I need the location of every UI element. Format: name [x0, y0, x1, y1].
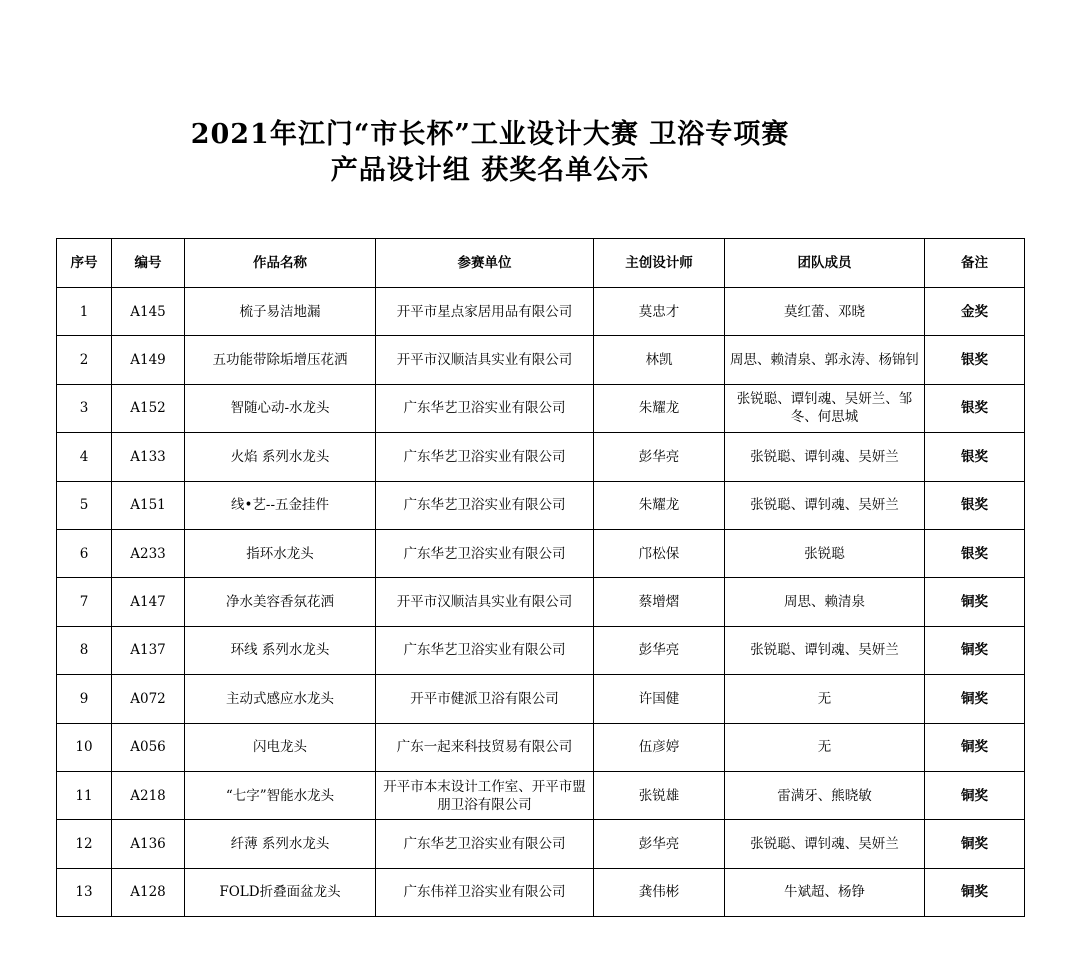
cell-work-name: 指环水龙头	[185, 529, 376, 577]
header-entrant: 参赛单位	[376, 239, 594, 288]
table-row	[57, 384, 1025, 432]
table-row	[57, 481, 1025, 529]
cell-lead-designer: 邝松保	[594, 529, 725, 577]
table-row	[57, 626, 1025, 674]
cell-code: A152	[112, 384, 185, 432]
cell-lead-designer: 许国健	[594, 675, 725, 723]
table-row	[57, 723, 1025, 771]
cell-serial: 10	[57, 723, 112, 771]
cell-serial: 5	[57, 481, 112, 529]
header-code: 编号	[112, 239, 185, 288]
cell-serial: 3	[57, 384, 112, 432]
cell-work-name: 闪电龙头	[185, 723, 376, 771]
cell-entrant: 广东华艺卫浴实业有限公司	[376, 820, 594, 868]
cell-team-members: 牛斌超、杨铮	[725, 868, 925, 916]
cell-award: 银奖	[925, 481, 1025, 529]
cell-award: 银奖	[925, 336, 1025, 384]
table-row	[57, 336, 1025, 384]
cell-work-name: 主动式感应水龙头	[185, 675, 376, 723]
cell-entrant: 开平市汉顺洁具实业有限公司	[376, 336, 594, 384]
cell-award: 铜奖	[925, 820, 1025, 868]
cell-work-name: 净水美容香氛花洒	[185, 578, 376, 626]
cell-team-members: 无	[725, 675, 925, 723]
cell-lead-designer: 伍彦婷	[594, 723, 725, 771]
table-row	[57, 820, 1025, 868]
cell-serial: 8	[57, 626, 112, 674]
cell-work-name: “七字”智能水龙头	[185, 771, 376, 819]
table-row	[57, 433, 1025, 481]
cell-award: 银奖	[925, 529, 1025, 577]
cell-code: A133	[112, 433, 185, 481]
cell-award: 铜奖	[925, 626, 1025, 674]
cell-serial: 12	[57, 820, 112, 868]
page-title-line1: 2021年江门“市长杯”工业设计大赛 卫浴专项赛	[190, 119, 790, 150]
cell-award: 铜奖	[925, 723, 1025, 771]
cell-lead-designer: 朱耀龙	[594, 481, 725, 529]
cell-award: 铜奖	[925, 675, 1025, 723]
cell-lead-designer: 龚伟彬	[594, 868, 725, 916]
cell-award: 铜奖	[925, 578, 1025, 626]
cell-team-members: 雷满牙、熊晓敏	[725, 771, 925, 819]
cell-code: A151	[112, 481, 185, 529]
cell-team-members: 张锐聪、谭钊魂、吴妍兰、邹冬、何思城	[725, 384, 925, 432]
cell-code: A145	[112, 288, 185, 336]
cell-code: A136	[112, 820, 185, 868]
cell-work-name: 环线 系列水龙头	[185, 626, 376, 674]
cell-serial: 11	[57, 771, 112, 819]
cell-entrant: 开平市健派卫浴有限公司	[376, 675, 594, 723]
cell-work-name: 火焰 系列水龙头	[185, 433, 376, 481]
page-title-line2: 产品设计组 获奖名单公示	[330, 155, 650, 186]
cell-team-members: 周思、赖清泉、郭永涛、杨锦钊	[725, 336, 925, 384]
cell-entrant: 开平市汉顺洁具实业有限公司	[376, 578, 594, 626]
cell-work-name: 线•艺--五金挂件	[185, 481, 376, 529]
cell-work-name: 智随心动-水龙头	[185, 384, 376, 432]
cell-lead-designer: 彭华亮	[594, 433, 725, 481]
cell-entrant: 广东华艺卫浴实业有限公司	[376, 529, 594, 577]
cell-team-members: 张锐聪、谭钊魂、吴妍兰	[725, 820, 925, 868]
cell-award: 银奖	[925, 433, 1025, 481]
header-team-members: 团队成员	[725, 239, 925, 288]
cell-team-members: 张锐聪	[725, 529, 925, 577]
cell-award: 铜奖	[925, 771, 1025, 819]
cell-serial: 6	[57, 529, 112, 577]
cell-code: A056	[112, 723, 185, 771]
cell-lead-designer: 彭华亮	[594, 820, 725, 868]
cell-entrant: 开平市本末设计工作室、开平市盟朋卫浴有限公司	[376, 771, 594, 819]
table-row	[57, 675, 1025, 723]
cell-code: A147	[112, 578, 185, 626]
table-row	[57, 288, 1025, 336]
header-work-name: 作品名称	[185, 239, 376, 288]
cell-serial: 13	[57, 868, 112, 916]
cell-work-name: 梳子易洁地漏	[185, 288, 376, 336]
cell-entrant: 广东伟祥卫浴实业有限公司	[376, 868, 594, 916]
cell-lead-designer: 蔡增熠	[594, 578, 725, 626]
cell-code: A137	[112, 626, 185, 674]
cell-entrant: 开平市星点家居用品有限公司	[376, 288, 594, 336]
cell-work-name: FOLD折叠面盆龙头	[185, 868, 376, 916]
cell-team-members: 莫红蕾、邓晓	[725, 288, 925, 336]
cell-serial: 9	[57, 675, 112, 723]
awards-table	[56, 238, 1025, 917]
cell-entrant: 广东华艺卫浴实业有限公司	[376, 384, 594, 432]
table-body	[57, 288, 1025, 917]
cell-award: 金奖	[925, 288, 1025, 336]
cell-serial: 4	[57, 433, 112, 481]
cell-code: A072	[112, 675, 185, 723]
cell-code: A218	[112, 771, 185, 819]
cell-serial: 1	[57, 288, 112, 336]
cell-lead-designer: 林凯	[594, 336, 725, 384]
cell-work-name: 五功能带除垢增压花洒	[185, 336, 376, 384]
cell-work-name: 纤薄 系列水龙头	[185, 820, 376, 868]
cell-lead-designer: 莫忠才	[594, 288, 725, 336]
table-row	[57, 771, 1025, 819]
cell-team-members: 张锐聪、谭钊魂、吴妍兰	[725, 433, 925, 481]
cell-code: A149	[112, 336, 185, 384]
cell-code: A128	[112, 868, 185, 916]
table-header-row	[57, 239, 1025, 288]
cell-team-members: 周思、赖清泉	[725, 578, 925, 626]
cell-lead-designer: 张锐雄	[594, 771, 725, 819]
cell-serial: 7	[57, 578, 112, 626]
cell-award: 银奖	[925, 384, 1025, 432]
cell-team-members: 张锐聪、谭钊魂、吴妍兰	[725, 481, 925, 529]
cell-team-members: 张锐聪、谭钊魂、吴妍兰	[725, 626, 925, 674]
cell-lead-designer: 朱耀龙	[594, 384, 725, 432]
table-row	[57, 868, 1025, 916]
cell-entrant: 广东华艺卫浴实业有限公司	[376, 481, 594, 529]
cell-code: A233	[112, 529, 185, 577]
cell-award: 铜奖	[925, 868, 1025, 916]
cell-entrant: 广东一起来科技贸易有限公司	[376, 723, 594, 771]
header-remarks: 备注	[925, 239, 1025, 288]
cell-entrant: 广东华艺卫浴实业有限公司	[376, 626, 594, 674]
cell-serial: 2	[57, 336, 112, 384]
header-serial: 序号	[57, 239, 112, 288]
cell-team-members: 无	[725, 723, 925, 771]
cell-entrant: 广东华艺卫浴实业有限公司	[376, 433, 594, 481]
header-lead-designer: 主创设计师	[594, 239, 725, 288]
cell-lead-designer: 彭华亮	[594, 626, 725, 674]
table-row	[57, 529, 1025, 577]
table-row	[57, 578, 1025, 626]
